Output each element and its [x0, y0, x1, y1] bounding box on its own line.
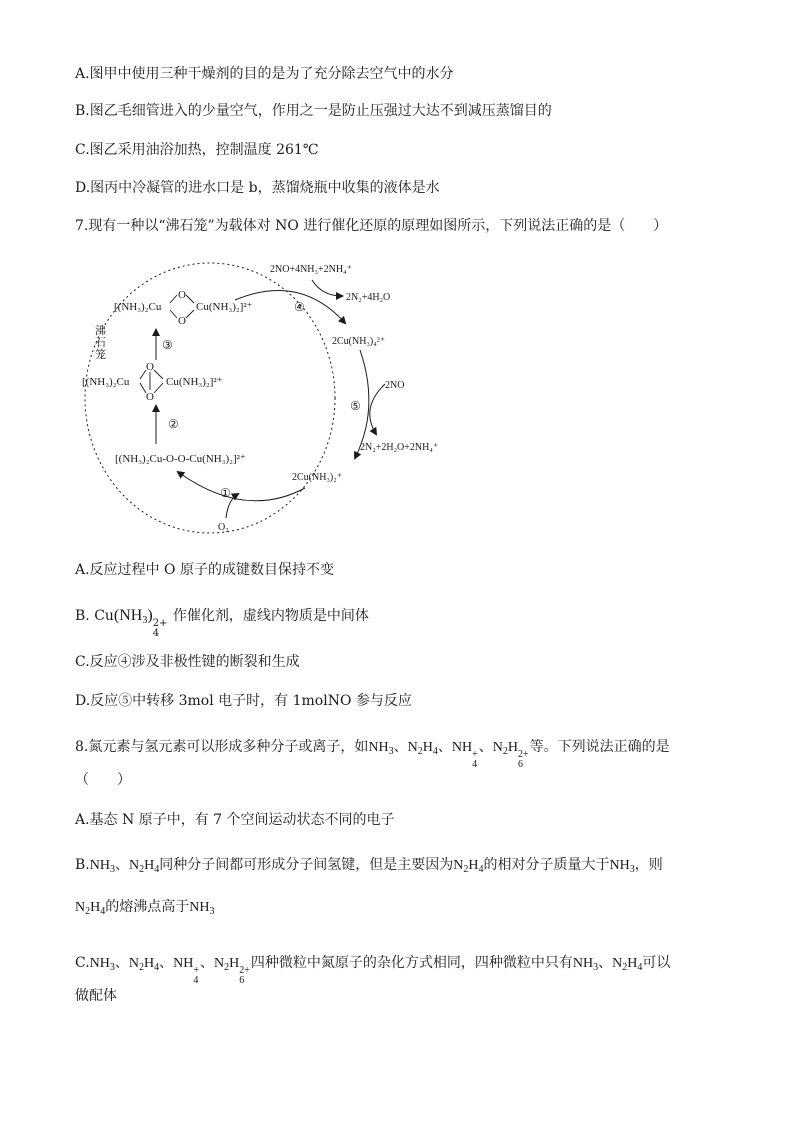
q7-option-b-suffix: 作催化剂，虚线内物质是中间体 — [168, 608, 369, 624]
bond-top-4 — [186, 310, 194, 318]
zeolite-label-3: 笼 — [95, 349, 106, 361]
q8-option-c-line2: 做配体 — [75, 988, 117, 1004]
bond-top-3 — [186, 295, 194, 303]
species-right-lower: 2Cu(NH₃)₂⁺ — [292, 472, 343, 483]
bond-mid-1 — [140, 370, 146, 379]
input-step4: 2NO+4NH₃+2NH₄⁺ — [270, 264, 352, 275]
input-step5: 2NO — [385, 380, 405, 391]
q7-option-b-paren: $(NH_3)$ — [113, 607, 153, 626]
formula-nh4-ion: NH + 4 — [451, 740, 478, 770]
formula-nh3: $NH_3$ — [89, 956, 115, 973]
output-step5: 2N₂+2H₂O+2NH₄⁺ — [360, 442, 439, 453]
q7-option-d: D.反应⑤中转移 3mol 电子时，有 1molNO 参与反应 — [75, 693, 412, 709]
q7-option-b-prefix: B. Cu — [75, 608, 114, 624]
formula-nh4-ion: NH + 4 — [173, 956, 200, 986]
zeolite-label-1: 沸 — [95, 325, 106, 337]
q6-option-a: A.图甲中使用三种干燥剂的目的是为了充分除去空气中的水分 — [75, 66, 454, 82]
species-mid-right: Cu(NH₃)₂]²⁺ — [166, 376, 223, 388]
q7-option-c: C.反应④涉及非极性键的断裂和生成 — [75, 654, 300, 670]
step-5-label: ⑤ — [350, 399, 361, 413]
species-right-upper: 2Cu(NH₃)₄²⁺ — [332, 336, 386, 347]
formula-nh3: $NH_3$ — [89, 858, 115, 875]
formula-n2h6-ion: $N_2H$ 2+ 6 — [492, 740, 529, 770]
bond-mid-4 — [154, 383, 163, 393]
bond-top-2 — [170, 310, 177, 318]
q8-option-b-line1: $B.NH_3$、$N_2H_4$同种分子间都可形成分子间氢键，但是主要因为$N_2H_4$的相对分子质量大于$NH_3$，则 — [75, 857, 663, 875]
step-1-label: ① — [220, 486, 231, 500]
step-4-label: ④ — [294, 300, 305, 314]
q7-option-b — [75, 606, 369, 639]
formula-nh3: $NH_3$ — [189, 900, 215, 917]
output-step4: 2N₂+4H₂O — [346, 292, 391, 303]
formula-n2h4: $N_2H_4$ — [128, 858, 160, 875]
step-3-label: ③ — [162, 338, 173, 352]
formula-nh3: $NH_3$ — [368, 740, 394, 757]
formula-nh3: $NH_3$ — [572, 956, 599, 973]
q8-option-a: A.基态 N 原子中，有 7 个空间运动状态不同的电子 — [75, 812, 395, 828]
q8-option-b-line2: $N_2H_4$的熔沸点高于$NH_3$ — [75, 899, 215, 917]
q8-paren: （ ） — [75, 772, 131, 788]
formula-n2h4: $N_2H_4$ — [407, 740, 438, 757]
input-o2: O₂ — [218, 522, 229, 533]
o-atom-mid-2: O — [146, 391, 154, 403]
q7-stem: 7.现有一种以“沸石笼”为载体对 NO 进行催化还原的原理如图所示，下列说法正确的是（ ） — [75, 218, 668, 234]
bond-top-1 — [170, 295, 177, 303]
formula-n2h4: $N_2H_4$ — [75, 900, 106, 917]
species-top-right: Cu(NH₃)₂]²⁺ — [196, 301, 253, 313]
step-2-label: ② — [168, 417, 179, 431]
q6-option-d: D.图丙中冷凝管的进水口是 b，蒸馏烧瓶中收集的液体是水 — [75, 180, 440, 196]
formula-n2h6-ion: $N_2H$ 2+ 6 — [214, 956, 250, 986]
arrow-step4-out — [312, 280, 342, 296]
q6-option-c: C.图乙采用油浴加热，控制温度 261℃ — [75, 142, 319, 158]
formula-n2h4: $N_2H_4$ — [128, 956, 160, 973]
o-atom-top-2: O — [178, 315, 186, 327]
formula-nh3: $NH_3$ — [609, 858, 635, 875]
formula-n2h4: $N_2H_4$ — [453, 858, 484, 875]
bond-mid-3 — [154, 370, 163, 379]
zeolite-cycle-diagram — [70, 248, 490, 548]
species-mid-left: [(NH₃)₂Cu — [82, 376, 130, 388]
arrow-step5 — [370, 384, 385, 434]
arrow-cycle-bottom — [178, 472, 305, 501]
formula-n2h4: $N_2H_4$ — [612, 956, 643, 973]
o-atom-mid-1: O — [146, 361, 154, 373]
q7-option-b-supsub: 2+ 4 — [152, 618, 168, 639]
o-atom-top-1: O — [178, 289, 186, 301]
q8-option-c-line1: $C.NH_3$、$N_2H_4$、NH + 4 、$N_2H$ 2+ 6 四种微粒中氮原子的杂化方式相同，四种微粒中只有$NH_3$、$N_2H_4$可以 — [75, 955, 671, 986]
q8-stem: 8.氮元素与氢元素可以形成多种分子或离子，如$NH_3$、$N_2H_4$、NH + 4 、$N_2H$ 2+ 6 等。下列说法正确的是 — [75, 739, 670, 770]
species-top-left: [(NH₃)₂Cu — [114, 301, 162, 313]
zeolite-label-2: 石 — [95, 337, 106, 349]
bond-mid-2 — [140, 383, 146, 393]
q6-option-b: B.图乙毛细管进入的少量空气，作用之一是防止压强过大达不到减压蒸馏目的 — [75, 103, 552, 119]
q7-option-a: A.反应过程中 O 原子的成键数目保持不变 — [75, 562, 334, 578]
species-bottom: [(NH₃)₂Cu-O-O-Cu(NH₃)₂]²⁺ — [115, 453, 246, 465]
